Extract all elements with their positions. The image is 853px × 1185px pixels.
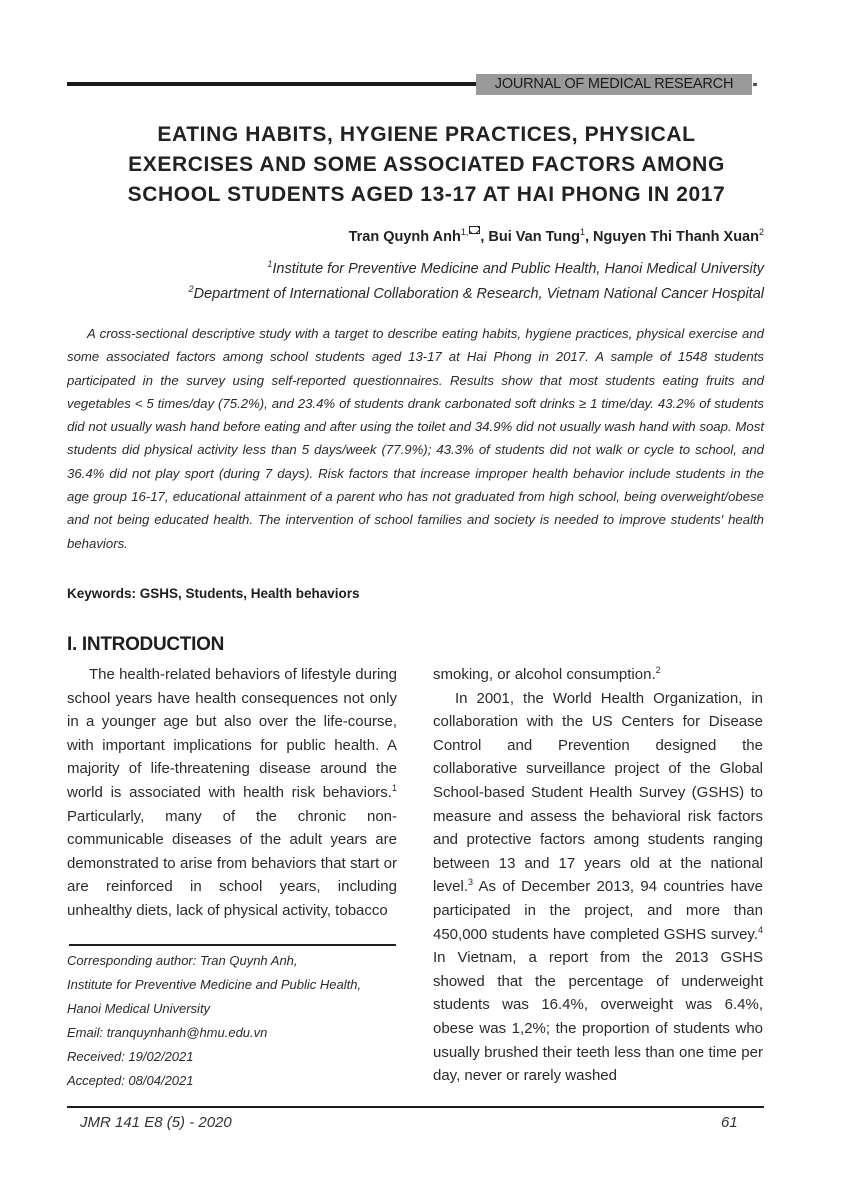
footer-citation: JMR 141 E8 (5) - 2020 [80, 1114, 232, 1131]
citation-ref[interactable]: 4 [757, 924, 763, 935]
footnote-accepted: Accepted: 08/04/2021 [67, 1073, 194, 1089]
citation-ref[interactable]: 1 [391, 782, 397, 793]
citation-ref[interactable]: 2 [655, 665, 661, 675]
author-list [349, 227, 764, 245]
footnote-line: Corresponding author: Tran Quynh Anh, [67, 953, 298, 968]
author-sup: 1 [579, 227, 585, 237]
body-column-right [433, 663, 763, 1088]
banner-tick [753, 83, 757, 86]
author-sup: 2 [758, 227, 764, 237]
author-name: Bui Van Tung [488, 228, 580, 245]
author-name: Tran Quynh Anh [348, 228, 461, 245]
article-title [60, 120, 793, 210]
abstract: A cross-sectional descriptive study with a target to describe eating habits, hygiene practices, physical exercise and some associated factors among school students aged 13-17 at Hai Phong in 2017. A sample of 1548 students participated in the survey using self-reported questionnaires. Results show that most students eating fruits and vegetables < 5 times/day (75.2%), and 23.4% of students drank carbonated soft drinks ≥ 1 time/day. 43.2% of students did not usually wash hand before eating and after using the toilet and 34.9% did not usually wash hand with soap. Most students did physical activity less than 5 days/week (77.9%); 43.3% of students did not walk or cycle to school, and 36.4% did not play sport (during 7 days). Risk factors that increase improper health behavior include students in the age group 16-17, educational attainment of a parent who has not graduated from high school, being overweight/obese and not being educated health. The intervention of school families and society is needed to improve students' health behaviors. [67, 326, 764, 551]
affiliation-text: Department of International Collaboration & Research, Vietnam National Cancer Hospital [193, 285, 764, 302]
page-number: 61 [721, 1114, 738, 1131]
footer-rule [67, 1106, 764, 1108]
body-column-left [67, 663, 397, 923]
citation-ref[interactable]: 3 [468, 877, 474, 888]
author-sup: 1, [460, 227, 469, 237]
envelope-icon[interactable] [469, 226, 480, 234]
author-separator: , [584, 228, 594, 245]
title-line-2: EXERCISES AND SOME ASSOCIATED FACTORS AMONG [128, 153, 725, 176]
author-separator: , [480, 228, 489, 245]
paragraph-text: The health-related behaviors of lifestyle during school years have health consequences not only in a younger age but also over the life-course, with important implications for public health. A majority of life-threatening disease around the world is associated with health risk behaviors. [67, 666, 397, 801]
affiliation-1 [267, 259, 764, 277]
paragraph [433, 687, 763, 1088]
footnote-line: Institute for Preventive Medicine and Public Health, [67, 977, 362, 993]
footnote-rule [69, 944, 396, 946]
journal-name-banner: JOURNAL OF MEDICAL RESEARCH [476, 74, 752, 95]
corresponding-author-footnote [67, 949, 361, 1094]
footnote-received: Received: 19/02/2021 [67, 1049, 194, 1065]
paragraph [433, 663, 763, 687]
footnote-line: Hanoi Medical University [67, 1001, 211, 1017]
paragraph-text: Particularly, many of the chronic non-communicable diseases of the adult years are demonstrated to arise from behaviors that start or are reinforced in school years, including unhealthy diets, lack of physical activity, tobacco [67, 807, 397, 919]
paragraph-text: As of December 2013, 94 countries have participated in the project, and more than 450,000 students have completed GSHS survey. [433, 878, 763, 943]
affiliation-2 [189, 284, 764, 302]
affiliation-sup: 2 [188, 284, 194, 294]
section-heading-introduction: I. INTRODUCTION [67, 634, 224, 655]
author-name: Nguyen Thi Thanh Xuan [593, 228, 759, 245]
title-line-1: EATING HABITS, HYGIENE PRACTICES, PHYSICAL [157, 123, 696, 146]
footnote-email[interactable]: Email: tranquynhanh@hmu.edu.vn [67, 1025, 268, 1041]
keywords: Keywords: GSHS, Students, Health behaviors [67, 586, 360, 601]
affiliation-text: Institute for Preventive Medicine and Public Health, Hanoi Medical University [272, 260, 764, 277]
paragraph-text: In 2001, the World Health Organization, in collaboration with the US Centers for Disease Control and Prevention designed the collaborative surveillance project of the Global School-based Student Health Survey (GSHS) to measure and assess the behavioral risk factors and protective factors among students ranging between 13 and 17 years old at the national level. [433, 689, 763, 896]
affiliation-sup: 1 [267, 259, 273, 269]
header-rule [67, 82, 477, 86]
title-line-3: SCHOOL STUDENTS AGED 13-17 AT HAI PHONG IN 2017 [127, 183, 726, 206]
paragraph-text: smoking, or alcohol consumption. [433, 666, 656, 683]
paragraph-text: In Vietnam, a report from the 2013 GSHS showed that the percentage of underweight students was 16.4%, overweight was 6.4%, obese was 1,2%; the proportion of students who usually brushed their teeth less than one time per day, never or rarely washed [433, 949, 763, 1085]
paragraph [67, 663, 397, 923]
